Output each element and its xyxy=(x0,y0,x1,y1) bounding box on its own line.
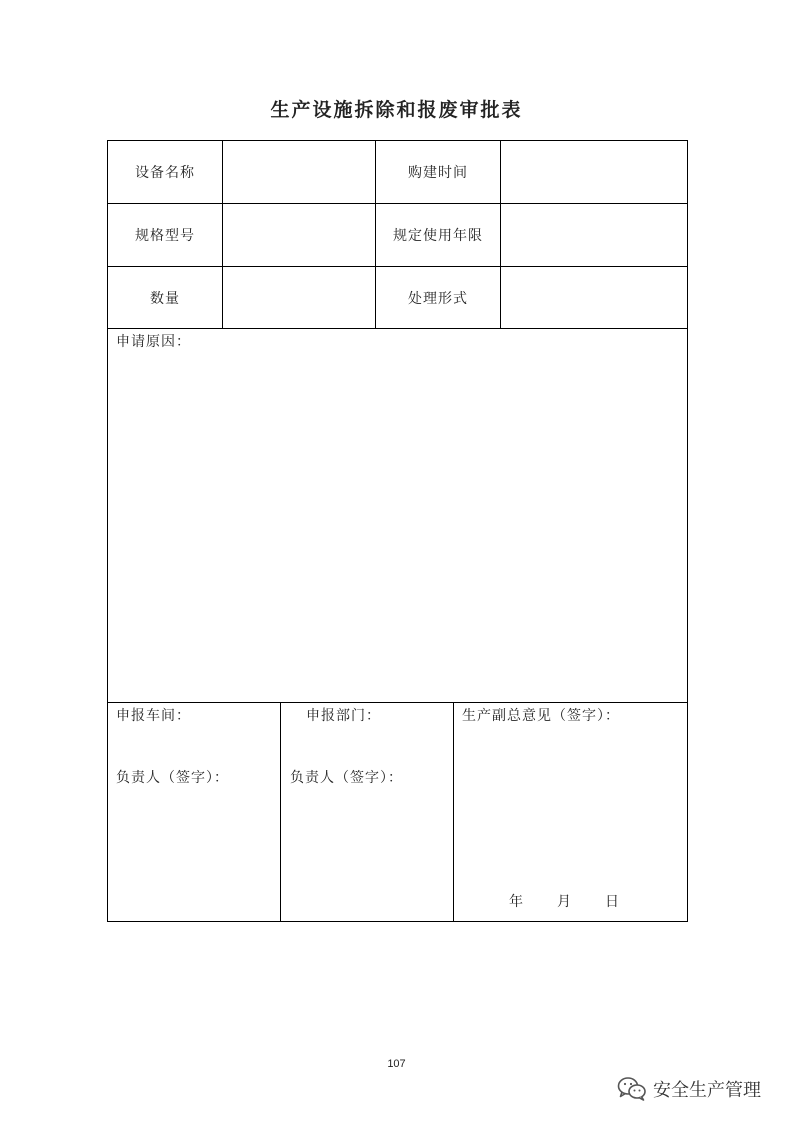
watermark-text: 安全生产管理 xyxy=(653,1080,761,1101)
date-year-label: 年 xyxy=(509,894,524,910)
date-month-label: 月 xyxy=(557,894,572,910)
input-application-reason[interactable] xyxy=(108,352,687,702)
label-department-signature: 负责人（签字）： xyxy=(290,770,403,786)
input-quantity[interactable] xyxy=(223,267,375,328)
label-workshop-signature: 负责人（签字）： xyxy=(116,770,229,786)
label-disposal-form: 处理形式 xyxy=(408,290,468,307)
watermark xyxy=(617,1074,761,1104)
wechat-icon xyxy=(617,1076,647,1102)
label-vp-opinion: 生产副总意见（签字）： xyxy=(462,708,620,724)
label-quantity: 数量 xyxy=(150,290,180,307)
table-col-divider xyxy=(453,702,454,922)
table-border-right xyxy=(687,140,688,922)
label-model-spec: 规格型号 xyxy=(135,228,195,244)
page-number: 107 xyxy=(387,1058,406,1070)
date-day-label: 日 xyxy=(605,894,620,910)
label-application-reason: 申请原因： xyxy=(116,334,191,350)
input-service-life[interactable] xyxy=(501,204,687,266)
input-equipment-name[interactable] xyxy=(223,141,375,203)
table-rule xyxy=(107,328,688,329)
input-model-spec[interactable] xyxy=(223,204,375,266)
label-purchase-time: 购建时间 xyxy=(408,165,468,181)
input-disposal-form[interactable] xyxy=(501,267,687,328)
form-title: 生产设施拆除和报废审批表 xyxy=(270,99,523,121)
label-reporting-department: 申报部门： xyxy=(306,708,381,724)
label-reporting-workshop: 申报车间： xyxy=(116,708,191,724)
label-equipment-name: 设备名称 xyxy=(135,165,195,181)
label-service-life: 规定使用年限 xyxy=(393,228,483,244)
table-rule xyxy=(107,702,688,703)
input-purchase-time[interactable] xyxy=(501,141,687,203)
table-border-bottom xyxy=(107,921,688,922)
table-col-divider xyxy=(280,702,281,922)
